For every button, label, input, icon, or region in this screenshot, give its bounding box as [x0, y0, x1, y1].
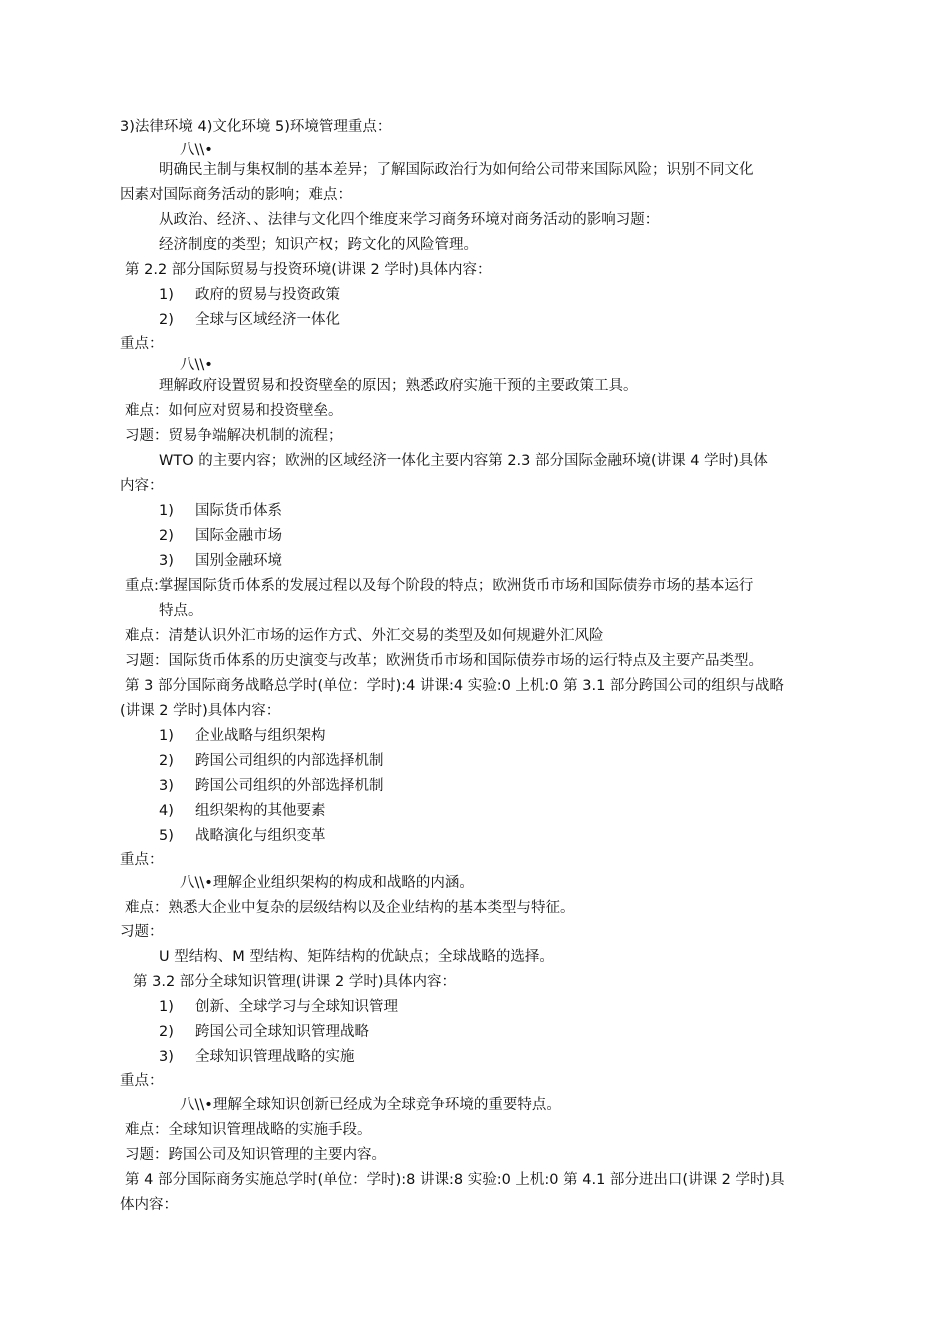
list-text: 企业战略与组织架构 — [195, 728, 326, 744]
list-text: 跨国公司全球知识管理战略 — [195, 1024, 369, 1040]
text-line: 重点： — [120, 336, 164, 352]
list-item — [159, 551, 282, 571]
text-line: 难点：清楚认识外汇市场的运作方式、外汇交易的类型及如何规避外汇风险 — [125, 628, 604, 644]
text-line: 八\\• — [180, 357, 213, 373]
list-number: 3) — [159, 778, 174, 794]
list-item — [159, 801, 326, 821]
list-text: 全球知识管理战略的实施 — [195, 1049, 355, 1065]
list-number: 2) — [159, 312, 174, 328]
list-item — [159, 526, 282, 546]
list-text: 战略演化与组织变革 — [195, 828, 326, 844]
section-heading: 第 3 部分国际商务战略总学时(单位：学时):4 讲课:4 实验:0 上机:0 第 3.1 部分跨国公司的组织与战略 — [125, 678, 784, 694]
text-line: 3)法律环境 4)文化环境 5)环境管理重点： — [120, 119, 392, 135]
list-item — [159, 726, 326, 746]
list-item — [159, 501, 282, 521]
text-line: 八\\•理解全球知识创新已经成为全球竞争环境的重要特点。 — [180, 1097, 561, 1113]
list-text: 创新、全球学习与全球知识管理 — [195, 999, 398, 1015]
text-line: WTO 的主要内容；欧洲的区域经济一体化主要内容第 2.3 部分国际金融环境(讲课 4 学时)具体 — [159, 453, 768, 469]
list-text: 国别金融环境 — [195, 553, 282, 569]
text-line: 重点： — [120, 852, 164, 868]
list-number: 1) — [159, 503, 174, 519]
list-number: 3) — [159, 1049, 174, 1065]
list-item — [159, 997, 398, 1017]
list-text: 组织架构的其他要素 — [195, 803, 326, 819]
text-line: 难点：如何应对贸易和投资壁垒。 — [125, 403, 343, 419]
list-item — [159, 285, 340, 305]
text-line: 经济制度的类型；知识产权；跨文化的风险管理。 — [159, 237, 478, 253]
text-line: 习题：国际货币体系的历史演变与改革；欧洲货币市场和国际债券市场的运行特点及主要产品类型。 — [125, 653, 763, 669]
text-line: 习题： — [120, 924, 164, 940]
list-number: 2) — [159, 753, 174, 769]
list-text: 政府的贸易与投资政策 — [195, 287, 340, 303]
list-text: 国际货币体系 — [195, 503, 282, 519]
list-item — [159, 751, 384, 771]
text-line: 明确民主制与集权制的基本差异；了解国际政治行为如何给公司带来国际风险；识别不同文化 — [159, 162, 754, 178]
list-number: 1) — [159, 999, 174, 1015]
list-item — [159, 1022, 369, 1042]
text-line: 重点： — [120, 1073, 164, 1089]
text-line: 体内容： — [120, 1197, 178, 1213]
list-item — [159, 1047, 355, 1067]
text-line: 从政治、经济、、法律与文化四个维度来学习商务环境对商务活动的影响习题： — [159, 212, 660, 228]
list-number: 3) — [159, 553, 174, 569]
list-number: 1) — [159, 287, 174, 303]
text-line: 特点。 — [159, 603, 203, 619]
section-heading: 第 2.2 部分国际贸易与投资环境(讲课 2 学时)具体内容： — [125, 262, 492, 278]
list-item — [159, 310, 340, 330]
text-line: 因素对国际商务活动的影响；难点： — [120, 187, 352, 203]
text-line: 重点:掌握国际货币体系的发展过程以及每个阶段的特点；欧洲货币市场和国际债券市场的基本运行 — [125, 578, 754, 594]
text-line: 内容： — [120, 478, 164, 494]
list-text: 跨国公司组织的内部选择机制 — [195, 753, 384, 769]
text-line: 八\\•理解企业组织架构的构成和战略的内涵。 — [180, 875, 474, 891]
list-number: 5) — [159, 828, 174, 844]
list-text: 跨国公司组织的外部选择机制 — [195, 778, 384, 794]
section-heading: 第 3.2 部分全球知识管理(讲课 2 学时)具体内容： — [133, 974, 457, 990]
text-line: U 型结构、M 型结构、矩阵结构的优缺点；全球战略的选择。 — [159, 949, 554, 965]
text-line: 难点：熟悉大企业中复杂的层级结构以及企业结构的基本类型与特征。 — [125, 900, 575, 916]
list-text: 国际金融市场 — [195, 528, 282, 544]
text-line: 理解政府设置贸易和投资壁垒的原因；熟悉政府实施干预的主要政策工具。 — [159, 378, 638, 394]
text-line: 八\\• — [180, 142, 213, 158]
text-line: 习题：跨国公司及知识管理的主要内容。 — [125, 1147, 386, 1163]
list-number: 1) — [159, 728, 174, 744]
list-text: 全球与区域经济一体化 — [195, 312, 340, 328]
list-item — [159, 826, 326, 846]
text-line: 习题：贸易争端解决机制的流程； — [125, 428, 343, 444]
text-line: 难点：全球知识管理战略的实施手段。 — [125, 1122, 372, 1138]
list-item — [159, 776, 384, 796]
text-line: (讲课 2 学时)具体内容： — [120, 703, 281, 719]
list-number: 4) — [159, 803, 174, 819]
list-number: 2) — [159, 1024, 174, 1040]
section-heading: 第 4 部分国际商务实施总学时(单位：学时):8 讲课:8 实验:0 上机:0 第 4.1 部分进出口(讲课 2 学时)具 — [125, 1172, 785, 1188]
list-number: 2) — [159, 528, 174, 544]
